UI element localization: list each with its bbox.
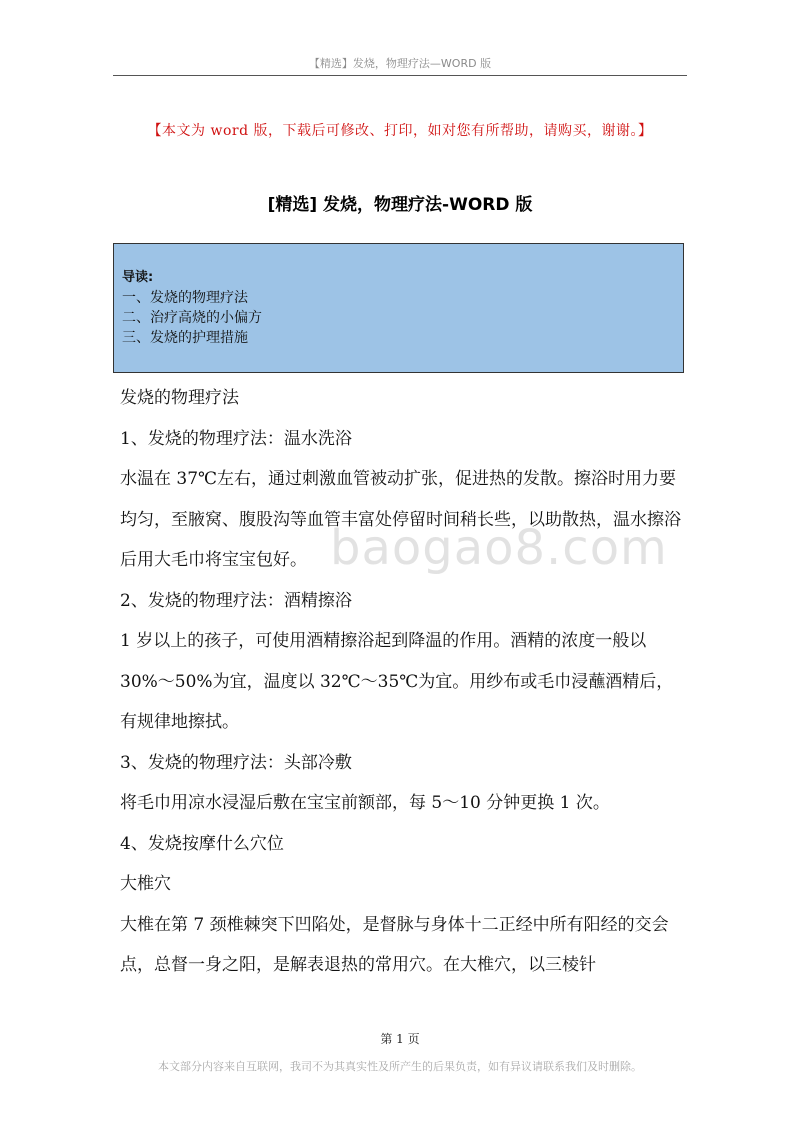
subsection-heading: 2、发烧的物理疗法：酒精擦浴	[120, 590, 352, 611]
guide-item: 一、发烧的物理疗法	[122, 290, 248, 306]
section-heading: 发烧的物理疗法	[120, 388, 239, 408]
footer-disclaimer: 本文部分内容来自互联网，我司不为其真实性及所产生的后果负责，如有异议请联系我们及时删除。	[158, 1060, 642, 1073]
guide-item: 三、发烧的护理措施	[122, 330, 248, 346]
watermark: baogao8.com	[330, 520, 668, 576]
guide-heading: 导读:	[122, 270, 154, 285]
body-paragraph: 大椎在第 7 颈椎棘突下凹陷处，是督脉与身体十二正经中所有阳经的交会点，总督一身之阳，是解表退热的常用穴。在大椎穴，以三棱针	[120, 914, 669, 975]
body-paragraph: 将毛巾用凉水浸湿后敷在宝宝前额部，每 5～10 分钟更换 1 次。	[120, 793, 610, 813]
subsection-heading: 4、发烧按摩什么穴位	[120, 833, 284, 854]
subsection-heading: 3、发烧的物理疗法：头部冷敷	[120, 752, 352, 773]
word-version-notice: 【本文为 word 版，下载后可修改、打印，如对您有所帮助，请购买，谢谢。】	[147, 123, 653, 139]
running-header: 【精选】发烧，物理疗法—WORD 版	[308, 57, 492, 70]
header-divider	[113, 75, 687, 76]
acupoint-heading: 大椎穴	[120, 874, 171, 894]
document-body	[120, 378, 685, 986]
body-paragraph: 水温在 37℃左右，通过刺激血管被动扩张，促进热的发散。擦浴时用力要均匀，至腋窝、腹股沟等血管丰富处停留时间稍长些，以助散热，温水擦浴后用大毛巾将宝宝包好。	[120, 469, 681, 570]
guide-box	[113, 243, 684, 373]
body-paragraph: 1 岁以上的孩子，可使用酒精擦浴起到降温的作用。酒精的浓度一般以 30%～50%为宜，温度以 32℃～35℃为宜。用纱布或毛巾浸蘸酒精后，有规律地擦拭。	[120, 631, 674, 732]
page-number: 第 1 页	[380, 1032, 420, 1046]
guide-item: 二、治疗高烧的小偏方	[122, 310, 262, 326]
document-title: [精选] 发烧，物理疗法-WORD 版	[267, 195, 533, 215]
subsection-heading: 1、发烧的物理疗法：温水洗浴	[120, 428, 352, 449]
